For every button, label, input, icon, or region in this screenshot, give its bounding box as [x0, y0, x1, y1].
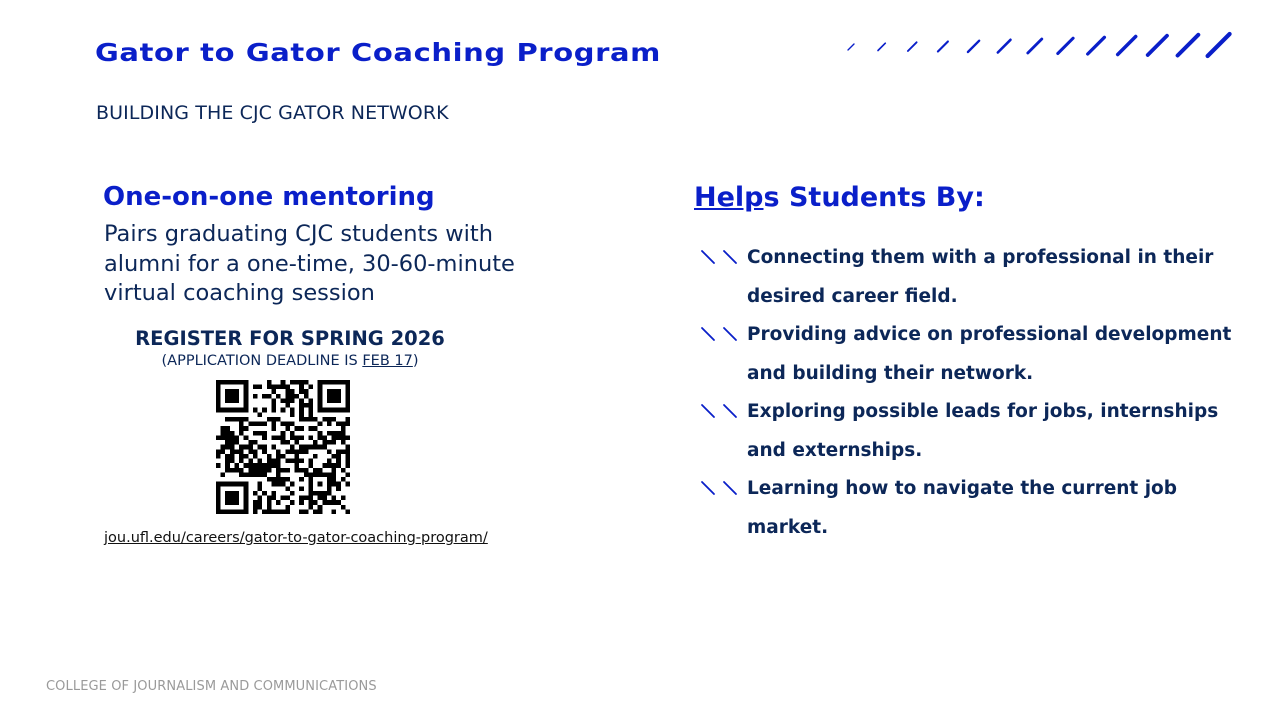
double-slash-bullet-icon	[698, 480, 740, 498]
helps-heading-underlined: Help	[694, 182, 764, 213]
deadline-suffix: )	[412, 353, 419, 369]
list-item-text: Connecting them with a professional in their desired career field.	[747, 247, 1214, 307]
diagonal-slashes-icon	[838, 28, 1248, 64]
list-item-text: Exploring possible leads for jobs, internships and externships.	[747, 401, 1219, 461]
double-slash-bullet-icon	[698, 326, 740, 344]
mentoring-description: Pairs graduating CJC students with alumni for a one-time, 30-60-minute virtual coaching session	[104, 221, 515, 306]
mentoring-heading: One-on-one mentoring	[103, 182, 435, 212]
list-item-text: Providing advice on professional development and building their network.	[747, 324, 1232, 384]
program-url-link[interactable]: jou.ufl.edu/careers/gator-to-gator-coaching-program/	[104, 530, 488, 546]
list-item-text: Learning how to navigate the current job market.	[747, 478, 1178, 538]
helps-heading	[694, 182, 985, 213]
deadline-prefix: (APPLICATION DEADLINE IS	[161, 353, 363, 369]
page-title: Gator to Gator Coaching Program	[95, 38, 661, 68]
benefits-list	[698, 239, 1238, 547]
helps-heading-rest: s Students By:	[763, 182, 985, 213]
list-item	[698, 239, 1238, 316]
application-deadline	[100, 353, 480, 369]
footer-college-name: COLLEGE OF JOURNALISM AND COMMUNICATIONS	[46, 679, 377, 694]
double-slash-bullet-icon	[698, 403, 740, 421]
list-item	[698, 316, 1238, 393]
double-slash-bullet-icon	[698, 249, 740, 267]
register-heading: REGISTER FOR SPRING 2026	[135, 327, 445, 350]
deadline-date: FEB 17	[362, 353, 413, 369]
list-item	[698, 393, 1238, 470]
page-subtitle: BUILDING THE CJC GATOR NETWORK	[96, 102, 449, 124]
list-item	[698, 470, 1238, 547]
qr-code-icon[interactable]	[216, 380, 350, 514]
